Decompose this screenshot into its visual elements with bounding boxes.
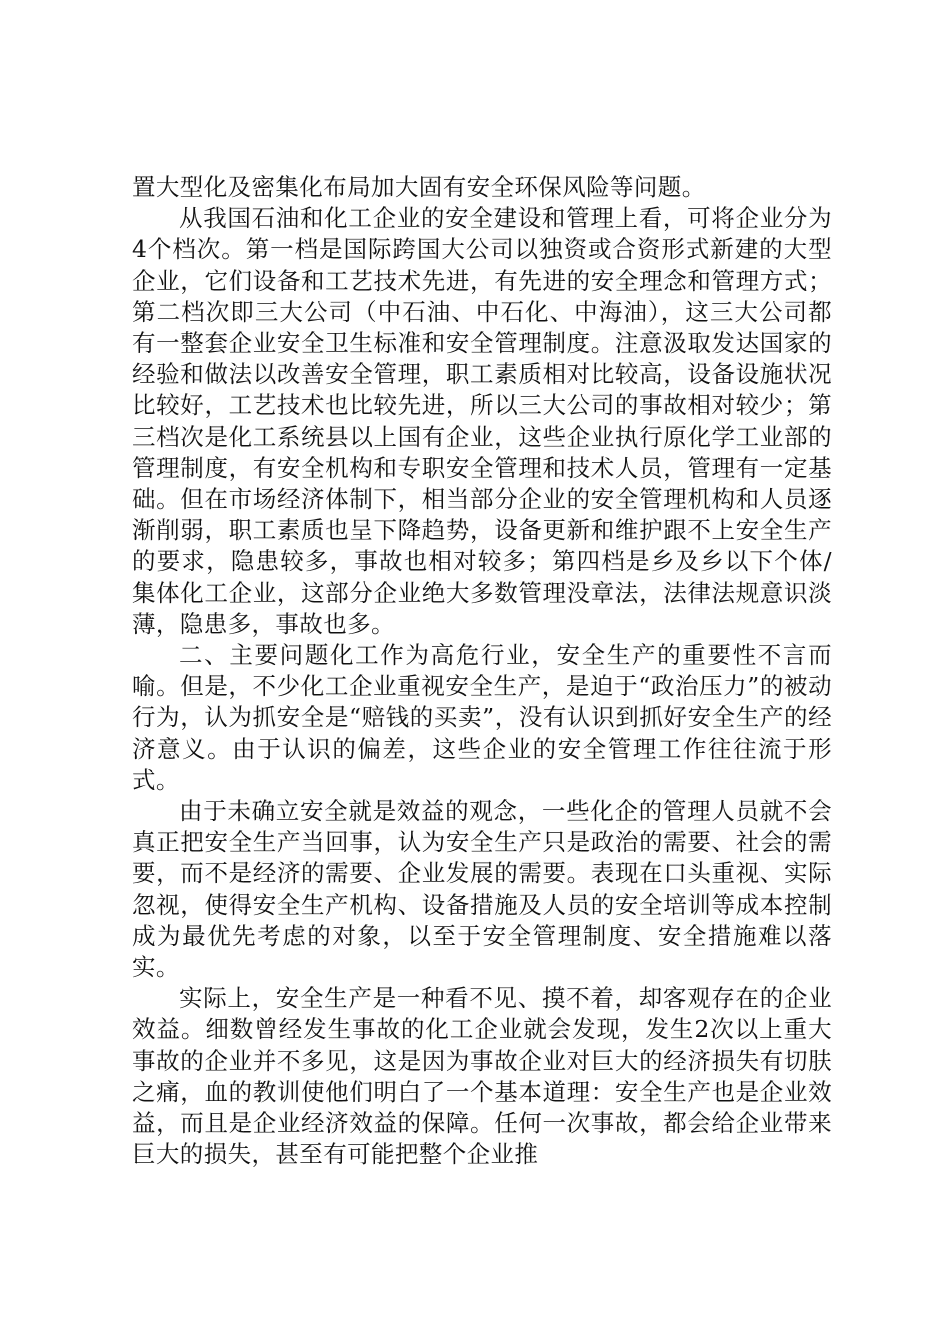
document-body xyxy=(132,172,832,1171)
paragraph-safety-as-benefit: 实际上，安全生产是一种看不见、摸不着，却客观存在的企业效益。细数曾经发生事故的化工企业就会发现，发生2次以上重大事故的企业并不多见，这是因为事故企业对巨大的经济损失有切肤之痛，血的教训使他们明白了一个基本道理：安全生产也是企业效益，而且是企业经济效益的保障。任何一次事故，都会给企业带来巨大的损失，甚至有可能把整个企业推 xyxy=(132,984,832,1169)
paragraph-main-problems: 二、主要问题化工作为高危行业，安全生产的重要性不言而喻。但是，不少化工企业重视安全生产，是迫于“政治压力”的被动行为，认为抓安全是“赔钱的买卖”，没有认识到抓好安全生产的经济意义。由于认识的偏差，这些企业的安全管理工作往往流于形式。 xyxy=(132,641,832,794)
paragraph-safety-benefit-concept: 由于未确立安全就是效益的观念，一些化企的管理人员就不会真正把安全生产当回事，认为安全生产只是政治的需要、社会的需要，而不是经济的需要、企业发展的需要。表现在口头重视、实际忽视，使得安全生产机构、设备措施及人员的安全培训等成本控制成为最优先考虑的对象，以至于安全管理制度、安全措施难以落实。 xyxy=(132,797,832,982)
paragraph-continuation: 置大型化及密集化布局加大固有安全环保风险等问题。 xyxy=(132,173,706,201)
paragraph-enterprise-tiers: 从我国石油和化工企业的安全建设和管理上看，可将企业分为4个档次。第一档是国际跨国大公司以独资或合资形式新建的大型企业，它们设备和工艺技术先进，有先进的安全理念和管理方式；第二档次即三大公司（中石油、中石化、中海油），这三大公司都有一整套企业安全卫生标准和安全管理制度。注意汲取发达国家的经验和做法以改善安全管理，职工素质相对比较高，设备设施状况比较好，工艺技术也比较先进，所以三大公司的事故相对较少；第三档次是化工系统县以上国有企业，这些企业执行原化学工业部的管理制度，有安全机构和专职安全管理和技术人员，管理有一定基础。但在市场经济体制下，相当部分企业的安全管理机构和人员逐渐削弱，职工素质也呈下降趋势，设备更新和维护跟不上安全生产的要求，隐患较多，事故也相对较多；第四档是乡及乡以下个体/集体化工企业，这部分企业绝大多数管理没章法，法律法规意识淡薄，隐患多，事故也多。 xyxy=(132,204,832,638)
